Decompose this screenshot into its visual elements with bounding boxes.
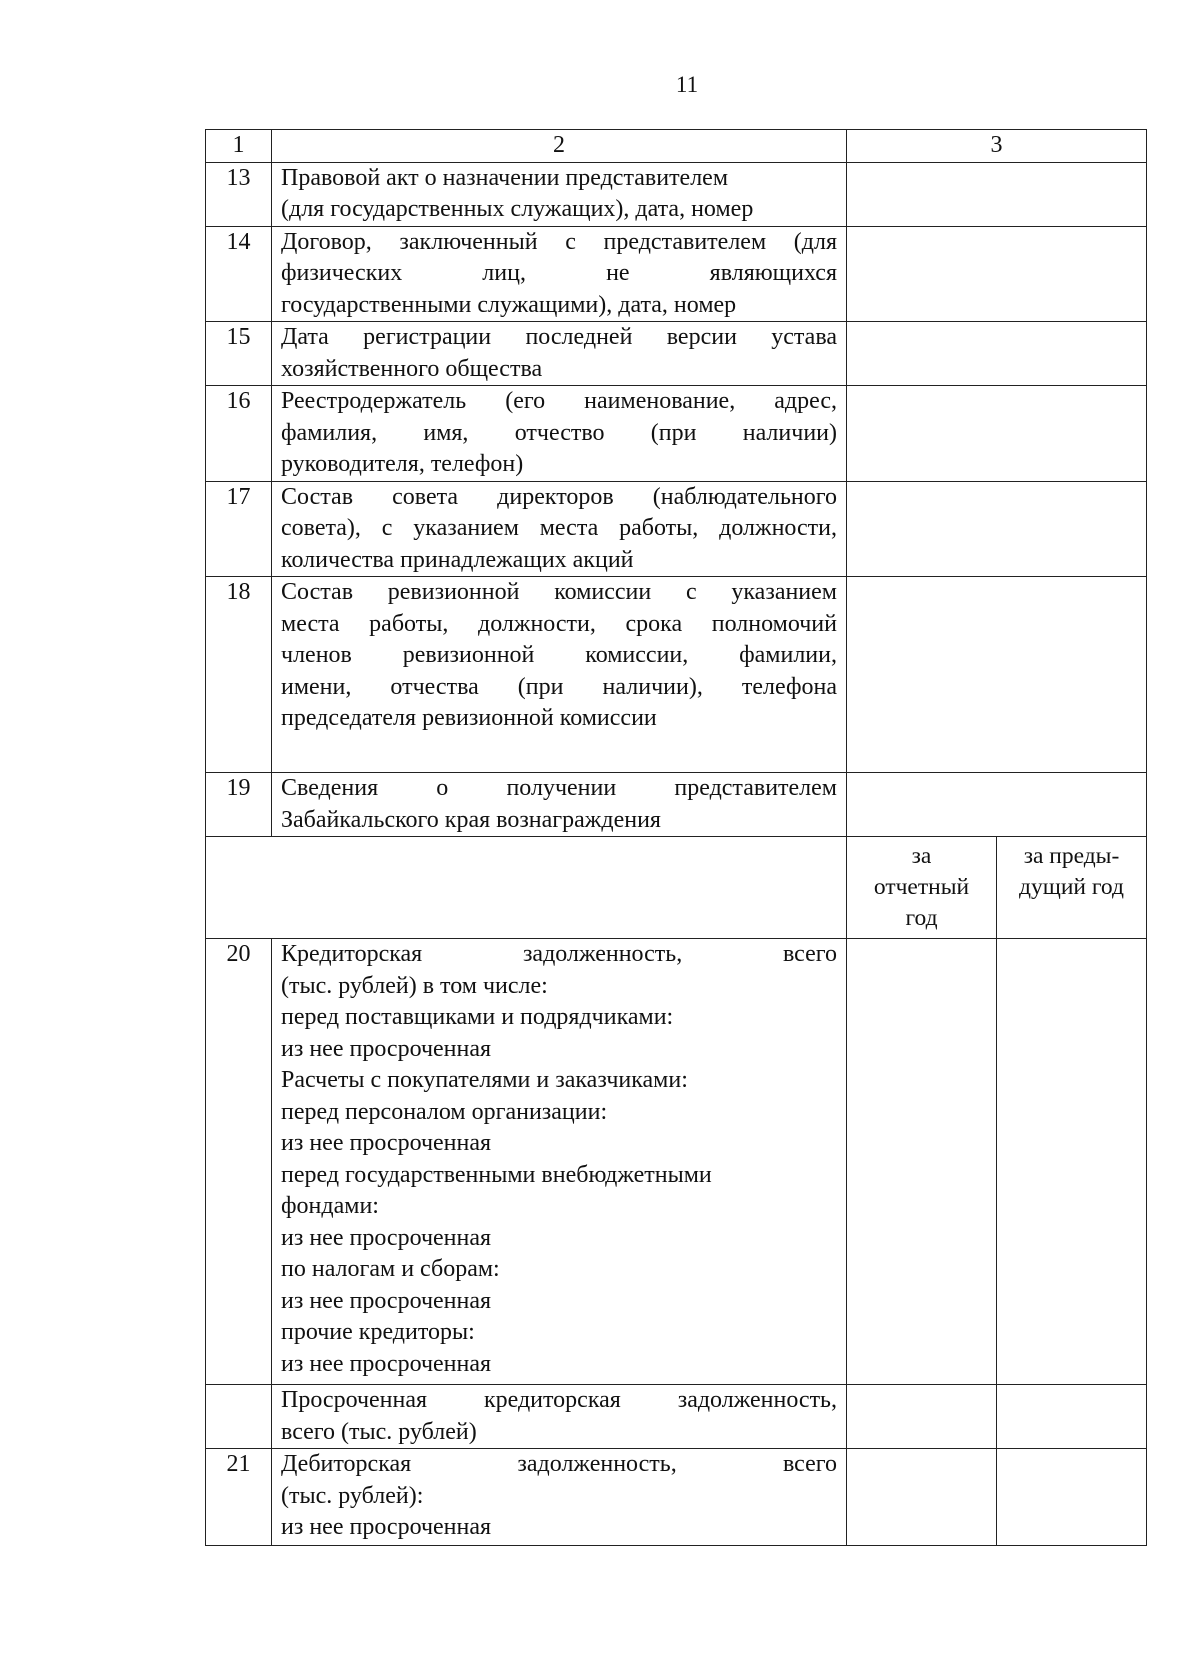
row-text	[272, 386, 847, 482]
row-text-line: государственными служащими), дата, номер	[281, 291, 737, 318]
previous-year-cell	[997, 1385, 1147, 1449]
row-text-line: председателя ревизионной комиссии	[281, 705, 657, 731]
row-text-line: из нее просроченная	[281, 1287, 492, 1314]
row-text-line: (для государственных служащих), дата, номер	[281, 196, 754, 222]
table-row	[206, 1449, 1147, 1546]
value-cell	[847, 481, 1147, 577]
table-row	[206, 226, 1147, 322]
row-text-line: Правовой акт о назначении представителем	[281, 164, 729, 191]
row-text-line: Договор, заключенный с представителем (для	[281, 228, 837, 255]
current-year-header-line: отчетный	[873, 874, 970, 900]
table-row	[206, 773, 1147, 837]
row-text-line: хозяйственного общества	[281, 355, 543, 382]
row-text-line: Расчеты с покупателями и заказчиками:	[281, 1067, 688, 1093]
row-text-line: фамилия, имя, отчество (при наличии)	[281, 419, 837, 446]
report-table	[205, 129, 1147, 1546]
row-number: 19	[206, 773, 272, 837]
row-number: 14	[206, 226, 272, 322]
row-text-line: прочие кредиторы:	[281, 1319, 475, 1345]
row-text-line: Забайкальского края вознаграждения	[281, 806, 661, 833]
row-text-line: из нее просроченная	[281, 1514, 492, 1540]
row-text-line: Дебиторская задолженность, всего	[281, 1451, 837, 1477]
previous-year-cell	[997, 1449, 1147, 1546]
previous-year-cell	[997, 939, 1147, 1385]
value-cell	[847, 577, 1147, 773]
table-row	[206, 577, 1147, 773]
row-text	[272, 226, 847, 322]
row-text-line: перед поставщиками и подрядчиками:	[281, 1004, 674, 1030]
row-text-line: совета), с указанием места работы, должности,	[281, 515, 837, 541]
table-row	[206, 162, 1147, 226]
row-number	[206, 1385, 272, 1449]
value-cell	[847, 226, 1147, 322]
row-text-line: членов ревизионной комиссии, фамилии,	[281, 642, 837, 668]
current-year-header	[847, 837, 997, 939]
row-number: 18	[206, 577, 272, 773]
row-text-line: Состав совета директоров (наблюдательного	[281, 483, 837, 510]
table-row	[206, 322, 1147, 386]
row-text-line: из нее просроченная	[281, 1350, 492, 1377]
row-number: 13	[206, 162, 272, 226]
row-text-line: руководителя, телефон)	[281, 451, 524, 477]
current-year-header-line: за	[911, 843, 932, 869]
value-cell	[847, 322, 1147, 386]
row-text-line: из нее просроченная	[281, 1224, 492, 1251]
row-text-line: (тыс. рублей):	[281, 1482, 424, 1509]
row-number: 16	[206, 386, 272, 482]
row-number: 17	[206, 481, 272, 577]
row-number: 21	[206, 1449, 272, 1546]
table-row	[206, 386, 1147, 482]
row-text-line: физических лиц, не являющихся	[281, 260, 837, 286]
row-text-line: из нее просроченная	[281, 1035, 492, 1062]
table-header-row	[206, 130, 1147, 163]
row-text-line: места работы, должности, срока полномочий	[281, 610, 837, 637]
value-cell	[847, 773, 1147, 837]
value-cell	[847, 162, 1147, 226]
table-row	[206, 1385, 1147, 1449]
row-text-line: по налогам и сборам:	[281, 1256, 500, 1282]
row-text	[272, 773, 847, 837]
header-col-1: 1	[206, 130, 272, 163]
row-text	[272, 481, 847, 577]
table-row	[206, 939, 1147, 1385]
row-text	[272, 322, 847, 386]
page-number: 11	[675, 72, 699, 97]
row-text-line: всего (тыс. рублей)	[281, 1418, 477, 1445]
period-header-blank	[206, 837, 847, 939]
row-number: 15	[206, 322, 272, 386]
current-year-header-line: год	[905, 905, 938, 931]
current-year-cell	[847, 1449, 997, 1546]
header-col-2: 2	[272, 130, 847, 163]
table-row	[206, 481, 1147, 577]
current-year-cell	[847, 1385, 997, 1449]
row-text	[272, 939, 847, 1385]
row-text	[272, 1385, 847, 1449]
row-number: 20	[206, 939, 272, 1385]
row-text-line: имени, отчества (при наличии), телефона	[281, 673, 837, 700]
row-text-line: (тыс. рублей) в том числе:	[281, 972, 548, 999]
row-text	[272, 1449, 847, 1546]
row-text-line: Дата регистрации последней версии устава	[281, 324, 837, 350]
row-text-line: из нее просроченная	[281, 1130, 492, 1156]
row-text	[272, 577, 847, 773]
row-text-line: Состав ревизионной комиссии с указанием	[281, 579, 837, 605]
previous-year-header-line: дущий год	[1019, 874, 1124, 900]
row-text-line: перед государственными внебюджетными	[281, 1161, 712, 1188]
row-text-line: Реестродержатель (его наименование, адрес,	[281, 388, 837, 414]
row-text-line: перед персоналом организации:	[281, 1098, 608, 1125]
row-text-line: Кредиторская задолженность, всего	[281, 941, 837, 967]
current-year-cell	[847, 939, 997, 1385]
row-text-line: Сведения о получении представителем	[281, 775, 837, 801]
period-header-row	[206, 837, 1147, 939]
row-text-line: фондами:	[281, 1193, 379, 1219]
header-col-3: 3	[847, 130, 1147, 163]
row-text-line: Просроченная кредиторская задолженность,	[281, 1387, 837, 1413]
previous-year-header	[997, 837, 1147, 939]
previous-year-header-line: за преды-	[1023, 843, 1120, 869]
row-text-line: количества принадлежащих акций	[281, 546, 634, 573]
value-cell	[847, 386, 1147, 482]
row-text	[272, 162, 847, 226]
